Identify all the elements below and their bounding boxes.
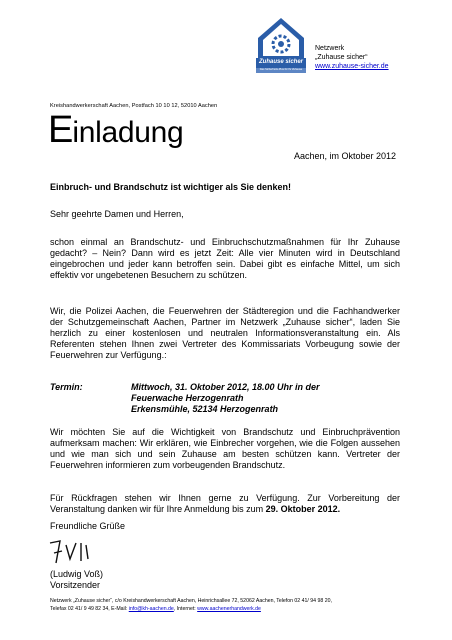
letter-date: Aachen, im Oktober 2012 bbox=[294, 151, 397, 161]
signer-name: (Ludwig Voß) bbox=[50, 569, 104, 579]
title-initial: E bbox=[48, 109, 73, 151]
signer-role: Vorsitzender bbox=[50, 580, 101, 590]
questions-text: Für Rückfragen stehen wir Ihnen gerne zu Verfügung. Zur Vorbereitung der Veranstaltung danken wir für Ihre Anmeldung bis zum bbox=[50, 493, 400, 514]
subject-line: Einbruch- und Brandschutz ist wichtiger als Sie denken! bbox=[50, 182, 292, 192]
appointment-date-time: Mittwoch, 31. Oktober 2012, 18.00 Uhr in der bbox=[131, 382, 320, 392]
handwritten-signature bbox=[48, 537, 98, 567]
footer-line-2 bbox=[50, 606, 410, 614]
footer-internet-label: , Internet: bbox=[173, 605, 198, 612]
title-rest: inladung bbox=[72, 116, 184, 149]
intro-paragraph: schon einmal an Brandschutz- und Einbruchschutzmaßnahmen für Ihr Zuhause gedacht? – Nein? Dann wird es jetzt Zeit: Alle vier Minuten wird in Deutschland eingebrochen und jeder kann betroffen sein. Dabei gibt es einfache Mittel, um sich effektiv vor ungebetenen Besuchern zu schützen. bbox=[50, 237, 400, 280]
footer bbox=[50, 598, 410, 613]
sender-address-line: Kreishandwerkerschaft Aachen, Postfach 10 10 12, 52010 Aachen bbox=[50, 103, 218, 109]
questions-paragraph bbox=[50, 493, 400, 515]
logo-text: Zuhause sicher bbox=[258, 59, 303, 65]
network-url-link[interactable]: www.zuhause-sicher.de bbox=[315, 63, 389, 70]
network-block bbox=[315, 44, 389, 71]
signer-block bbox=[50, 569, 400, 591]
closing-greeting: Freundliche Grüße bbox=[50, 521, 126, 531]
footer-email-link[interactable]: info@kh-aachen.de bbox=[128, 605, 174, 612]
page-title bbox=[48, 109, 184, 151]
importance-paragraph: Wir möchten Sie auf die Wichtigkeit von Brandschutz und Einbruchprävention aufmerksam machen: Wir erklären, wie Einbrecher vorgehen, wie die Folgen aussehen und wie man sich und sein Zuhause am besten schützen kann. Vertreter der Feuerwehren informieren zum vorbeugenden Brandschutz. bbox=[50, 427, 400, 470]
footer-web-link[interactable]: www.aachenerhandwerk.de bbox=[197, 605, 261, 612]
footer-line-1: Netzwerk „Zuhause sicher“, c/o Kreishandwerkerschaft Aachen, Heinrichsallee 72, 52062 Aachen, Telefon 02 41/ 94 98 20, bbox=[50, 598, 332, 604]
network-label: Netzwerk bbox=[315, 45, 345, 52]
logo-tagline: Das Sicherheits-Plus für Ihr Zuhause bbox=[259, 68, 303, 71]
partners-paragraph: Wir, die Polizei Aachen, die Feuerwehren der Städteregion und die Fachhandwerker der Schutzgemeinschaft Aachen, Partner im Netzwerk „Zuhause sicher“, laden Sie herzlich zu einer kostenlosen und neutralen Informationsveranstaltung ein. Als Referenten stehen Ihnen zwei Vertreter des Kommissariats Vorbeugung sowie der Feuerwehren zur Verfügung.: bbox=[50, 306, 400, 360]
appointment-label: Termin: bbox=[50, 382, 83, 392]
appointment-venue: Feuerwache Herzogenrath bbox=[131, 393, 244, 403]
appointment-address: Erkensmühle, 52134 Herzogenrath bbox=[131, 404, 279, 414]
footer-fax: Telefax 02 41/ 9 49 82 34, E-Mail: bbox=[50, 605, 129, 612]
salutation: Sehr geehrte Damen und Herren, bbox=[50, 209, 184, 219]
registration-deadline: 29. Oktober 2012. bbox=[265, 504, 341, 514]
network-name: „Zuhause sicher“ bbox=[315, 54, 368, 61]
